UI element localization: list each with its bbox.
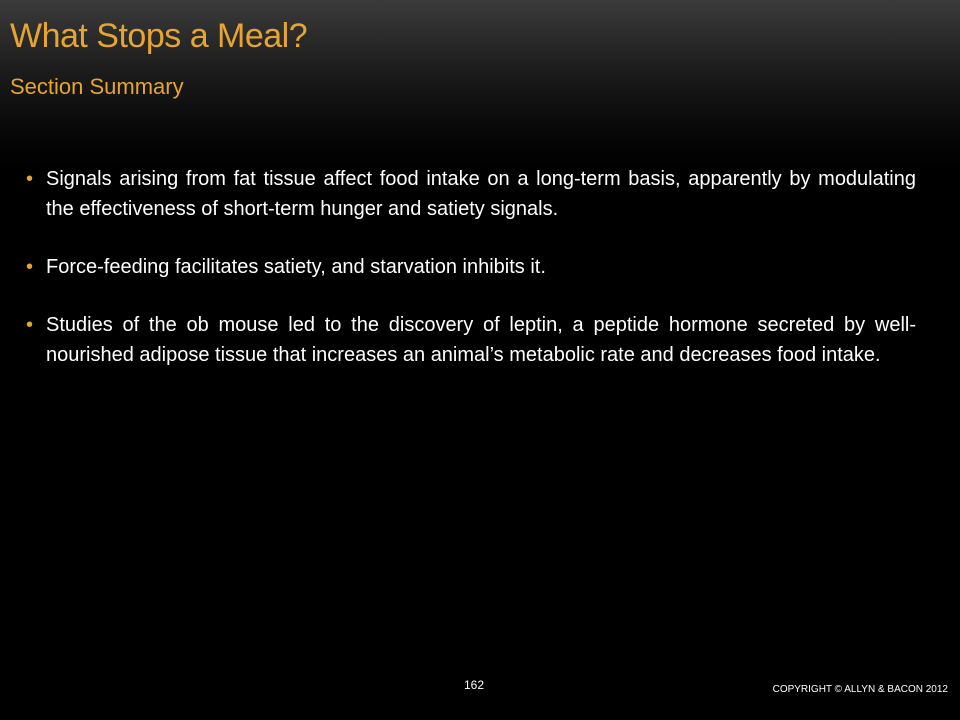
bullet-text: Studies of the ob mouse led to the discovery of leptin, a peptide hormone secreted by well-nourished adipose tissue that increases an animal’s metabolic rate and decreases food intake. (46, 314, 916, 366)
slide-subtitle: Section Summary (10, 74, 184, 99)
slide-title: What Stops a Meal? (10, 17, 308, 55)
bullet-marker: • (26, 168, 34, 190)
bullet-item (26, 164, 916, 224)
bullet-item (26, 310, 916, 370)
bullet-text: Force-feeding facilitates satiety, and starvation inhibits it. (46, 256, 546, 278)
copyright-notice: COPYRIGHT © ALLYN & BACON 2012 (772, 684, 948, 695)
bullet-item (26, 252, 916, 282)
bullet-marker: • (26, 314, 34, 336)
bullet-marker: • (26, 256, 34, 278)
page-number: 162 (464, 678, 485, 692)
bullet-list (26, 164, 916, 398)
bullet-text: Signals arising from fat tissue affect food intake on a long-term basis, apparently by modulating the effectiveness of short-term hunger and satiety signals. (46, 168, 916, 220)
